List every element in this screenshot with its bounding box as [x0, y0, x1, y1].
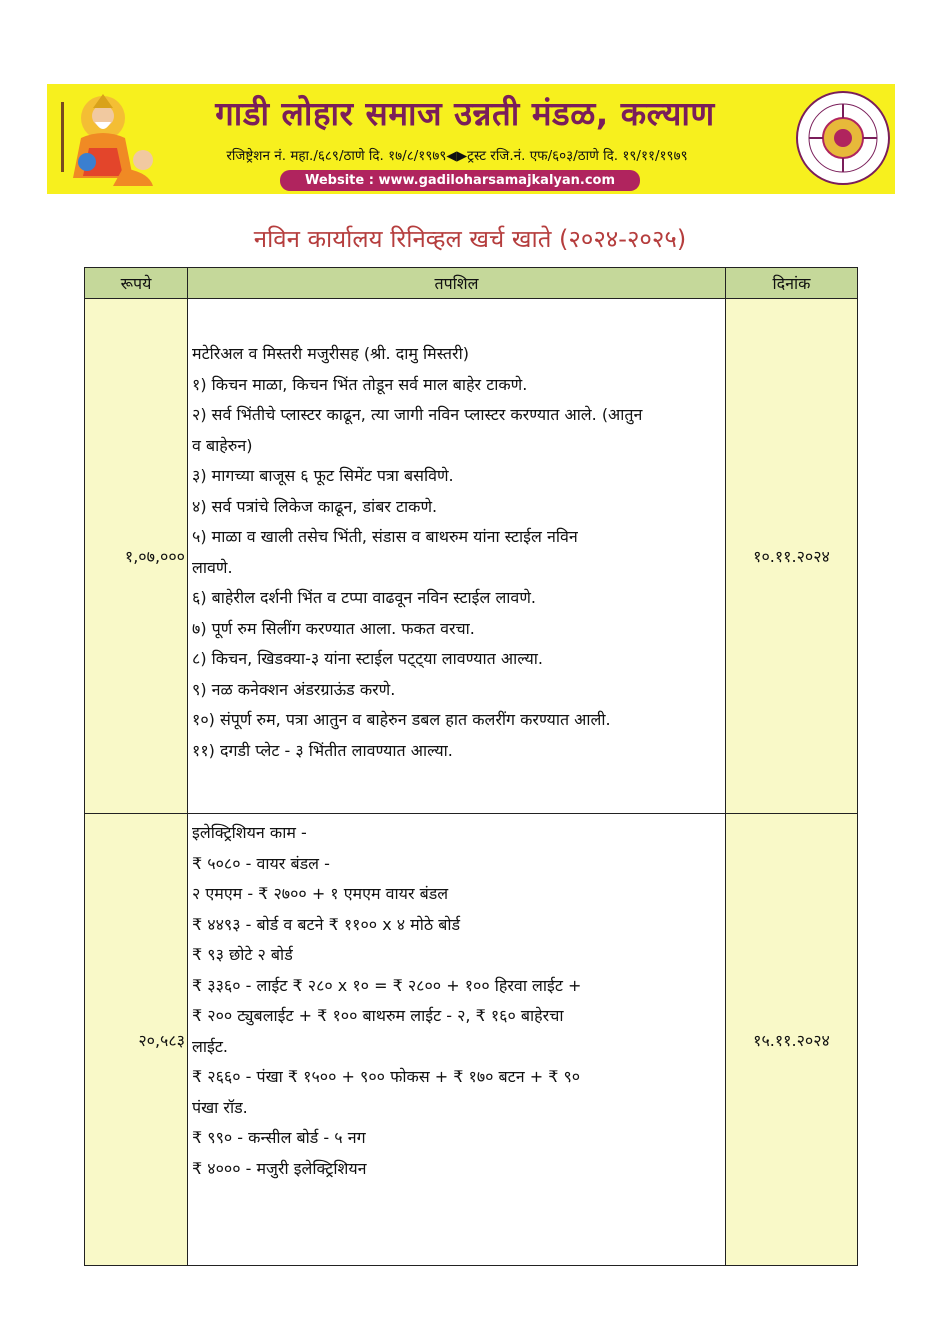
amount-cell: १,०७,००० [85, 299, 188, 814]
detail-line: ९) नळ कनेक्शन अंडरग्राऊंड करणे. [192, 679, 396, 699]
detail-line: लाईट. [192, 1036, 228, 1056]
detail-line: ₹ ४४९३ - बोर्ड व बटने ₹ ११०० x ४ मोठे बोर्ड [192, 914, 461, 934]
header-banner [47, 84, 895, 194]
table-header-row [85, 268, 858, 299]
table-row [85, 814, 858, 1266]
column-header-details: तपशिल [188, 268, 726, 299]
column-header-amount: रूपये [85, 268, 188, 299]
table-row [85, 299, 858, 814]
organization-seal-icon [795, 90, 891, 186]
detail-line: ७) पूर्ण रुम सिलींग करण्यात आला. फकत वरचा. [192, 618, 475, 638]
vishwakarma-deity-icon [53, 88, 161, 190]
amount-cell: २०,५८३ [85, 814, 188, 1266]
detail-line: ₹ ५०८० - वायर बंडल - [192, 853, 330, 873]
detail-line: ६) बाहेरील दर्शनी भिंत व टप्पा वाढवून नविन स्टाईल लावणे. [192, 588, 536, 607]
detail-line: ₹ ३३६० - लाईट ₹ २८० x १० = ₹ २८०० + १०० हिरवा लाईट + [192, 975, 582, 995]
detail-line: ८) किचन, खिडक्या-३ यांना स्टाईल पट्ट्या लावण्यात आल्या. [192, 649, 544, 668]
detail-line: ११) दगडी प्लेट - ३ भिंतीत लावण्यात आल्या. [192, 740, 453, 760]
detail-line: ₹ ९९० - कन्सील बोर्ड - ५ नग [192, 1128, 366, 1147]
date-cell: १५.११.२०२४ [726, 814, 858, 1266]
expense-table [84, 267, 858, 1266]
date-cell: १०.११.२०२४ [726, 299, 858, 814]
website-link[interactable]: Website : www.gadiloharsamajkalyan.com [280, 170, 640, 191]
detail-line: ५) माळा व खाली तसेच भिंती, संडास व बाथरुम यांना स्टाईल नविन [192, 527, 578, 546]
document-title: नविन कार्यालय रिनिव्हल खर्च खाते (२०२४-२०२५) [253, 225, 687, 253]
detail-line: इलेक्ट्रिशियन काम - [192, 823, 307, 842]
detail-line: व बाहेरुन) [192, 435, 253, 455]
detail-line: ३) मागच्या बाजूस ६ फूट सिमेंट पत्रा बसविणे. [192, 466, 454, 485]
organization-name: गाडी लोहार समाज उन्नती मंडळ, कल्याण [215, 94, 715, 133]
detail-line: ₹ ४००० - मजुरी इलेक्ट्रिशियन [192, 1158, 367, 1178]
detail-line: ₹ २०० ट्युबलाईट + ₹ १०० बाथरुम लाईट - २, ₹ १६० बाहेरचा [192, 1006, 564, 1025]
detail-line: २ एमएम - ₹ २७०० + १ एमएम वायर बंडल [192, 884, 449, 903]
details-cell [188, 299, 726, 814]
detail-line: मटेरिअल व मिस्तरी मजुरीसह (श्री. दामु मिस्तरी) [192, 344, 469, 363]
detail-line: ₹ ९३ छोटे २ बोर्ड [192, 945, 293, 964]
column-header-date: दिनांक [726, 268, 858, 299]
detail-line: ₹ २६६० - पंखा ₹ १५०० + ९०० फोकस + ₹ १७० बटन + ₹ ९० [192, 1067, 581, 1086]
detail-line: पंखा रॉड. [192, 1097, 248, 1117]
detail-line: २) सर्व भिंतीचे प्लास्टर काढून, त्या जागी नविन प्लास्टर करण्यात आले. (आतुन [192, 405, 643, 424]
registration-details: रजिष्ट्रेशन नं. महा./६८९/ठाणे दि. १७/८/१९७९◀▶ट्रस्ट रजि.नं. एफ/६०३/ठाणे दि. १९/११/१९७९ [226, 148, 688, 164]
detail-line: लावणे. [192, 557, 233, 577]
detail-line: ४) सर्व पत्रांचे लिकेज काढून, डांबर टाकणे. [192, 496, 438, 516]
details-cell [188, 814, 726, 1266]
detail-line: १०) संपूर्ण रुम, पत्रा आतुन व बाहेरुन डबल हात कलरींग करण्यात आली. [192, 710, 611, 729]
detail-line: १) किचन माळा, किचन भिंत तोडून सर्व माल बाहेर टाकणे. [192, 374, 528, 394]
